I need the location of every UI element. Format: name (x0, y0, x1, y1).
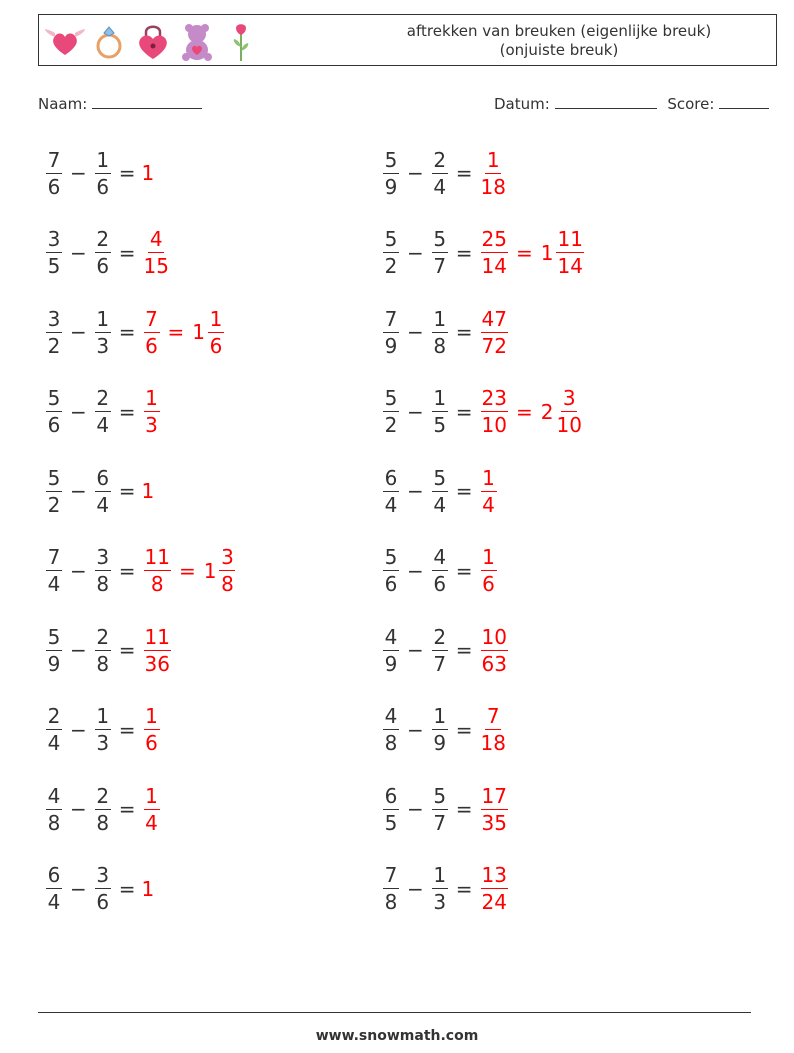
equals-sign: = (118, 161, 136, 185)
name-blank (92, 94, 202, 109)
first-fraction (383, 226, 399, 279)
mixed-equals-sign: = (515, 399, 533, 424)
answer-fraction (481, 624, 508, 677)
first-fraction (46, 147, 62, 200)
second-fraction-numerator: 1 (433, 863, 447, 887)
minus-sign: − (407, 638, 424, 662)
second-fraction (95, 465, 111, 518)
minus-sign: − (407, 320, 424, 344)
first-fraction-denominator: 8 (384, 890, 398, 914)
equals-sign: = (118, 717, 136, 742)
answer-fraction-numerator: 1 (486, 147, 500, 172)
problem-14 (381, 620, 510, 680)
second-fraction-denominator: 6 (433, 572, 447, 596)
second-fraction (432, 624, 448, 677)
second-fraction (432, 465, 448, 518)
first-fraction (383, 147, 399, 200)
answer-whole: 1 (141, 161, 155, 185)
problem-18 (381, 779, 510, 839)
problem-1 (44, 143, 154, 203)
footer-website: www.snowmath.com (315, 1028, 479, 1044)
answer-fraction-numerator: 7 (145, 306, 158, 331)
answer-fraction-denominator: 72 (481, 333, 507, 358)
answer-fraction-numerator: 1 (145, 783, 158, 808)
answer-fraction-denominator: 36 (144, 651, 170, 676)
first-fraction-denominator: 2 (47, 492, 61, 517)
first-fraction (383, 465, 399, 518)
answer-fraction-denominator: 3 (145, 413, 158, 437)
answer-fraction-numerator: 1 (145, 386, 158, 410)
second-fraction-denominator: 4 (433, 492, 447, 517)
second-fraction-numerator: 1 (433, 386, 447, 410)
first-fraction (46, 226, 62, 279)
equals-sign: = (455, 558, 473, 583)
second-fraction (432, 306, 448, 359)
equals-sign: = (118, 797, 136, 821)
footer-divider (38, 1012, 751, 1013)
first-fraction-numerator: 4 (384, 704, 398, 728)
first-fraction-numerator: 5 (384, 386, 398, 410)
first-fraction-numerator: 6 (384, 783, 398, 808)
answer-fraction (144, 226, 169, 279)
answer-fraction (144, 783, 160, 836)
first-fraction (383, 783, 399, 836)
title-line-1: aftrekken van breuken (eigenlijke breuk) (406, 22, 712, 40)
teddy-bear-icon (175, 19, 219, 63)
answer-fraction (481, 465, 497, 518)
problem-7 (44, 382, 162, 442)
second-fraction-denominator: 8 (433, 333, 447, 358)
answer-fraction (144, 703, 160, 756)
first-fraction-denominator: 2 (47, 333, 61, 358)
first-fraction-numerator: 5 (384, 227, 398, 251)
answer-fraction (144, 385, 160, 438)
answer-fraction-numerator: 10 (481, 624, 507, 649)
answer-fraction-numerator: 11 (144, 624, 170, 649)
mixed-equals-sign: = (515, 240, 533, 265)
mixed-whole: 2 (540, 399, 554, 424)
first-fraction (383, 703, 399, 756)
second-fraction (432, 147, 448, 200)
answer-fraction (481, 544, 497, 597)
minus-sign: − (70, 797, 87, 821)
problem-20 (381, 859, 510, 919)
second-fraction (432, 544, 448, 597)
mixed-fraction-denominator: 10 (556, 413, 582, 437)
answer-fraction-numerator: 1 (482, 465, 495, 490)
second-fraction-numerator: 1 (96, 306, 110, 331)
problem-2 (381, 143, 508, 203)
worksheet-title (384, 22, 734, 60)
equals-sign: = (455, 638, 473, 662)
minus-sign: − (70, 717, 87, 742)
second-fraction-numerator: 1 (433, 704, 447, 728)
first-fraction-denominator: 4 (47, 731, 61, 755)
first-fraction-numerator: 7 (384, 306, 398, 331)
second-fraction-denominator: 4 (433, 174, 447, 199)
second-fraction-numerator: 6 (96, 465, 110, 490)
first-fraction-numerator: 5 (47, 465, 61, 490)
first-fraction-numerator: 7 (47, 545, 61, 569)
problem-13 (44, 620, 173, 680)
answer-fraction (481, 226, 508, 279)
answer-fraction-denominator: 10 (481, 413, 507, 437)
first-fraction-denominator: 9 (384, 333, 398, 358)
first-fraction (46, 385, 62, 438)
mixed-whole: 1 (192, 320, 206, 344)
answer-fraction-numerator: 1 (482, 545, 495, 569)
first-fraction-denominator: 9 (384, 174, 398, 199)
first-fraction-denominator: 4 (47, 572, 61, 596)
rose-icon (219, 19, 263, 63)
equals-sign: = (118, 240, 136, 265)
first-fraction (383, 862, 399, 915)
answer-fraction-numerator: 47 (481, 306, 507, 331)
second-fraction-denominator: 4 (96, 492, 110, 517)
first-fraction (46, 465, 62, 518)
answer-fraction (481, 385, 508, 438)
second-fraction-denominator: 8 (96, 651, 110, 676)
equals-sign: = (455, 240, 473, 265)
minus-sign: − (407, 399, 424, 424)
second-fraction-numerator: 2 (433, 147, 447, 172)
problem-5 (44, 302, 226, 362)
minus-sign: − (70, 320, 87, 344)
second-fraction (95, 703, 111, 756)
first-fraction-numerator: 7 (47, 147, 61, 172)
second-fraction-numerator: 5 (433, 227, 447, 251)
problem-4 (381, 223, 586, 283)
heart-lock-icon (131, 19, 175, 63)
answer-fraction (144, 544, 171, 597)
answer-fraction-denominator: 15 (143, 254, 169, 278)
equals-sign: = (455, 797, 473, 821)
minus-sign: − (407, 717, 424, 742)
answer-fraction (481, 783, 508, 836)
second-fraction-numerator: 2 (96, 783, 110, 808)
minus-sign: − (407, 558, 424, 583)
second-fraction-denominator: 6 (96, 890, 110, 914)
second-fraction-numerator: 5 (433, 465, 447, 490)
answer-fraction-numerator: 17 (481, 783, 507, 808)
second-fraction (432, 226, 448, 279)
first-fraction-numerator: 4 (384, 624, 398, 649)
answer-fraction (481, 703, 506, 756)
problem-16 (381, 700, 508, 760)
problem-8 (381, 382, 584, 442)
first-fraction-denominator: 5 (384, 810, 398, 835)
mixed-fraction (556, 385, 581, 438)
first-fraction (383, 544, 399, 597)
answer-fraction-numerator: 23 (481, 386, 507, 410)
first-fraction-denominator: 6 (47, 413, 61, 437)
first-fraction (383, 306, 399, 359)
first-fraction-denominator: 2 (384, 254, 398, 278)
second-fraction-numerator: 1 (433, 306, 447, 331)
equals-sign: = (455, 399, 473, 424)
second-fraction-denominator: 3 (96, 731, 110, 755)
answer-fraction-denominator: 4 (145, 810, 158, 835)
equals-sign: = (118, 558, 136, 583)
answer-fraction-denominator: 4 (482, 492, 495, 517)
date-score-fields (494, 94, 769, 113)
problem-3 (44, 223, 171, 283)
first-fraction (46, 703, 62, 756)
second-fraction (95, 385, 111, 438)
first-fraction (46, 624, 62, 677)
first-fraction-denominator: 9 (384, 651, 398, 676)
first-fraction (383, 385, 399, 438)
mixed-fraction-denominator: 6 (209, 333, 223, 358)
minus-sign: − (70, 876, 87, 901)
first-fraction-numerator: 2 (47, 704, 61, 728)
score-blank (719, 94, 769, 109)
answer-fraction-numerator: 11 (144, 545, 170, 569)
second-fraction (95, 544, 111, 597)
header-icons (43, 19, 263, 63)
minus-sign: − (407, 479, 424, 503)
ring-icon (87, 19, 131, 63)
equals-sign: = (118, 320, 136, 344)
first-fraction-numerator: 5 (47, 624, 61, 649)
mixed-fraction-numerator: 3 (562, 386, 576, 410)
answer-fraction-denominator: 35 (481, 810, 507, 835)
minus-sign: − (70, 558, 87, 583)
date-blank (555, 94, 657, 109)
first-fraction-denominator: 8 (384, 731, 398, 755)
first-fraction-numerator: 7 (384, 863, 398, 887)
second-fraction-numerator: 3 (96, 863, 110, 887)
first-fraction-denominator: 6 (384, 572, 398, 596)
equals-sign: = (455, 479, 473, 503)
problem-6 (381, 302, 510, 362)
second-fraction-numerator: 2 (96, 386, 110, 410)
date-label: Datum: (494, 95, 550, 113)
problem-17 (44, 779, 162, 839)
second-fraction-denominator: 3 (96, 333, 110, 358)
mixed-fraction-numerator: 3 (221, 545, 234, 569)
second-fraction-denominator: 7 (433, 810, 447, 835)
mixed-fraction-denominator: 8 (221, 572, 234, 596)
minus-sign: − (70, 161, 87, 185)
first-fraction-denominator: 2 (384, 413, 398, 437)
first-fraction-numerator: 5 (384, 545, 398, 569)
equals-sign: = (118, 399, 136, 424)
answer-fraction-denominator: 6 (482, 572, 495, 596)
answer-fraction-numerator: 7 (486, 704, 500, 728)
second-fraction-denominator: 5 (433, 413, 447, 437)
first-fraction-denominator: 6 (47, 174, 61, 199)
first-fraction (46, 544, 62, 597)
score-label: Score: (667, 95, 715, 113)
first-fraction-numerator: 5 (47, 386, 61, 410)
equals-sign: = (118, 638, 136, 662)
answer-fraction-denominator: 14 (481, 254, 507, 278)
first-fraction (46, 783, 62, 836)
name-label: Naam: (38, 95, 88, 113)
second-fraction (95, 147, 111, 200)
answer-fraction-numerator: 13 (481, 863, 507, 887)
second-fraction (432, 862, 448, 915)
first-fraction-numerator: 5 (384, 147, 398, 172)
mixed-fraction (219, 544, 235, 597)
mixed-fraction (208, 306, 224, 359)
second-fraction (95, 624, 111, 677)
first-fraction-numerator: 6 (384, 465, 398, 490)
first-fraction-denominator: 9 (47, 651, 61, 676)
second-fraction-denominator: 8 (96, 572, 110, 596)
equals-sign: = (455, 717, 473, 742)
answer-fraction-denominator: 24 (481, 890, 507, 914)
equals-sign: = (118, 876, 136, 901)
problem-15 (44, 700, 162, 760)
problem-12 (381, 541, 499, 601)
worksheet-header (38, 14, 777, 66)
mixed-equals-sign: = (167, 320, 185, 344)
second-fraction (432, 703, 448, 756)
first-fraction-numerator: 3 (47, 306, 61, 331)
minus-sign: − (407, 797, 424, 821)
first-fraction (46, 306, 62, 359)
first-fraction-denominator: 4 (384, 492, 398, 517)
first-fraction-denominator: 8 (47, 810, 61, 835)
answer-fraction-denominator: 18 (480, 174, 506, 199)
mixed-fraction (556, 226, 583, 279)
answer-fraction-denominator: 6 (145, 333, 158, 358)
answer-fraction-denominator: 63 (481, 651, 507, 676)
first-fraction-numerator: 6 (47, 863, 61, 887)
mixed-whole: 1 (203, 558, 217, 583)
second-fraction-denominator: 4 (96, 413, 110, 437)
second-fraction-numerator: 2 (433, 624, 447, 649)
equals-sign: = (455, 161, 473, 185)
second-fraction-denominator: 6 (96, 254, 110, 278)
answer-fraction-denominator: 6 (145, 731, 158, 755)
mixed-equals-sign: = (178, 558, 196, 583)
answer-fraction-numerator: 1 (145, 704, 158, 728)
second-fraction-numerator: 2 (96, 227, 110, 251)
second-fraction-denominator: 9 (433, 731, 447, 755)
second-fraction-numerator: 2 (96, 624, 110, 649)
first-fraction (383, 624, 399, 677)
second-fraction (95, 783, 111, 836)
second-fraction (95, 306, 111, 359)
first-fraction-denominator: 5 (47, 254, 61, 278)
name-field (38, 94, 202, 113)
equals-sign: = (118, 479, 136, 503)
minus-sign: − (70, 399, 87, 424)
problem-11 (44, 541, 237, 601)
problem-10 (381, 461, 499, 521)
second-fraction (432, 783, 448, 836)
mixed-whole: 1 (540, 240, 554, 265)
minus-sign: − (407, 240, 424, 265)
answer-fraction (481, 306, 508, 359)
minus-sign: − (70, 638, 87, 662)
answer-whole: 1 (141, 479, 155, 503)
answer-fraction (144, 624, 171, 677)
second-fraction-denominator: 7 (433, 651, 447, 676)
first-fraction-denominator: 4 (47, 890, 61, 914)
equals-sign: = (455, 320, 473, 344)
mixed-fraction-numerator: 11 (557, 227, 583, 251)
minus-sign: − (407, 161, 424, 185)
mixed-fraction-numerator: 1 (209, 306, 223, 331)
minus-sign: − (70, 479, 87, 503)
second-fraction (95, 226, 111, 279)
second-fraction-numerator: 1 (96, 704, 110, 728)
title-line-2: (onjuiste breuk) (499, 41, 619, 59)
second-fraction-numerator: 5 (433, 783, 447, 808)
answer-fraction (481, 147, 506, 200)
answer-fraction (481, 862, 508, 915)
minus-sign: − (407, 876, 424, 901)
mixed-fraction-denominator: 14 (557, 254, 583, 278)
answer-fraction-numerator: 25 (481, 227, 507, 251)
equals-sign: = (455, 876, 473, 901)
second-fraction-numerator: 3 (96, 545, 110, 569)
second-fraction-numerator: 1 (96, 147, 110, 172)
second-fraction-denominator: 3 (433, 890, 447, 914)
winged-heart-icon (43, 19, 87, 63)
answer-whole: 1 (141, 876, 155, 901)
answer-fraction (144, 306, 160, 359)
second-fraction-denominator: 7 (433, 254, 447, 278)
answer-fraction-denominator: 18 (480, 731, 506, 755)
answer-fraction-numerator: 4 (149, 227, 163, 251)
second-fraction-denominator: 6 (96, 174, 110, 199)
problem-19 (44, 859, 154, 919)
second-fraction (95, 862, 111, 915)
first-fraction (46, 862, 62, 915)
second-fraction-numerator: 4 (433, 545, 447, 569)
first-fraction-numerator: 4 (47, 783, 61, 808)
first-fraction-numerator: 3 (47, 227, 61, 251)
answer-fraction-denominator: 8 (150, 572, 164, 596)
minus-sign: − (70, 240, 87, 265)
second-fraction-denominator: 8 (96, 810, 110, 835)
second-fraction (432, 385, 448, 438)
problem-9 (44, 461, 154, 521)
